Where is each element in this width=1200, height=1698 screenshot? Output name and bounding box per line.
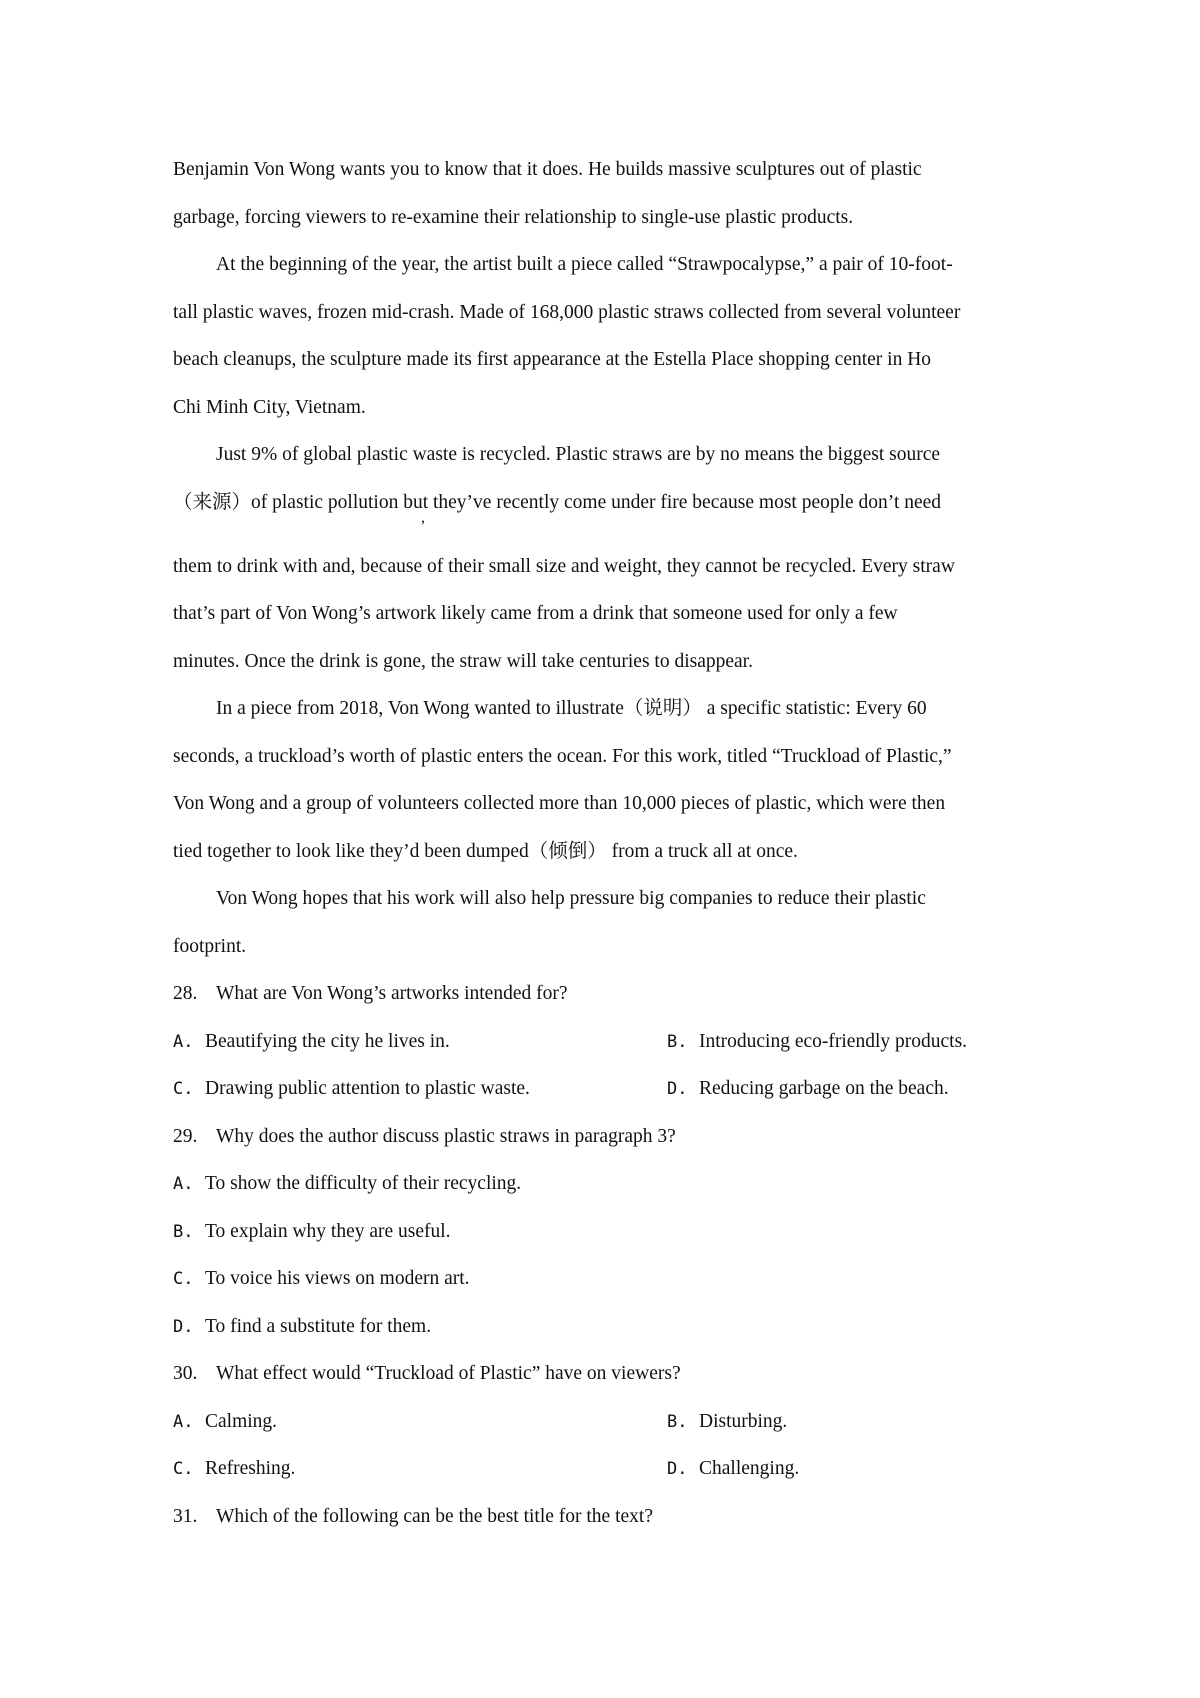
passage-line: At the beginning of the year, the artist built a piece called “Strawpocalypse,” a pair of 10-foot-: [216, 254, 953, 275]
option-b[interactable]: [173, 1219, 451, 1245]
question-number: 29.: [173, 1126, 198, 1147]
option-b[interactable]: [667, 1029, 967, 1055]
passage-line: Just 9% of global plastic waste is recycled. Plastic straws are by no means the biggest source: [216, 444, 941, 465]
option-text: Drawing public attention to plastic waste.: [205, 1078, 530, 1099]
option-text: Disturbing.: [699, 1411, 788, 1432]
option-letter: C.: [173, 1459, 194, 1479]
option-letter: C.: [173, 1079, 194, 1099]
question-text: Which of the following can be the best title for the text?: [216, 1506, 653, 1527]
option-a[interactable]: [173, 1029, 450, 1055]
question-number: 31.: [173, 1506, 198, 1527]
option-a[interactable]: [173, 1171, 521, 1197]
passage-line: Chi Minh City, Vietnam.: [173, 397, 366, 418]
option-letter: B.: [667, 1412, 688, 1432]
passage-line: footprint.: [173, 936, 247, 957]
stray-comma: ,: [421, 509, 425, 526]
option-text: Refreshing.: [205, 1458, 296, 1479]
question-stem: [173, 981, 568, 1007]
option-text: Calming.: [205, 1411, 278, 1432]
passage-line: seconds, a truckload’s worth of plastic enters the ocean. For this work, titled “Truckload of Plastic,”: [173, 746, 952, 767]
question-number: 28.: [173, 983, 198, 1004]
passage-line: （来源）of plastic pollution but they’ve recently come under fire because most people don’t need: [173, 492, 942, 513]
passage-line: Von Wong and a group of volunteers collected more than 10,000 pieces of plastic, which were then: [173, 793, 946, 814]
passage-line: Von Wong hopes that his work will also help pressure big companies to reduce their plastic: [216, 888, 926, 909]
option-text: To find a substitute for them.: [205, 1316, 432, 1337]
option-text: Reducing garbage on the beach.: [699, 1078, 949, 1099]
question-text: What are Von Wong’s artworks intended for?: [216, 983, 568, 1004]
question-stem: [173, 1504, 653, 1530]
option-a[interactable]: [173, 1409, 277, 1435]
option-d[interactable]: [667, 1456, 799, 1482]
passage-line: beach cleanups, the sculpture made its first appearance at the Estella Place shopping center in Ho: [173, 349, 932, 370]
option-b[interactable]: [667, 1409, 787, 1435]
question-stem: [173, 1124, 676, 1150]
question-stem: [173, 1361, 681, 1387]
option-c[interactable]: [173, 1076, 530, 1102]
option-letter: B.: [667, 1032, 688, 1052]
option-letter: A.: [173, 1032, 194, 1052]
option-letter: B.: [173, 1222, 194, 1242]
option-letter: D.: [667, 1459, 688, 1479]
option-letter: D.: [173, 1317, 194, 1337]
option-text: To voice his views on modern art.: [205, 1268, 470, 1289]
option-text: Introducing eco-friendly products.: [699, 1031, 968, 1052]
passage-line: tall plastic waves, frozen mid-crash. Made of 168,000 plastic straws collected from several volunteer: [173, 302, 961, 323]
passage-line: In a piece from 2018, Von Wong wanted to illustrate（说明） a specific statistic: Every 60: [216, 698, 927, 719]
question-text: Why does the author discuss plastic straws in paragraph 3?: [216, 1126, 676, 1147]
option-d[interactable]: [667, 1076, 949, 1102]
option-letter: A.: [173, 1174, 194, 1194]
passage-line: Benjamin Von Wong wants you to know that it does. He builds massive sculptures out of plastic: [173, 159, 922, 180]
option-text: Beautifying the city he lives in.: [205, 1031, 450, 1052]
option-letter: A.: [173, 1412, 194, 1432]
option-c[interactable]: [173, 1456, 295, 1482]
option-text: To explain why they are useful.: [205, 1221, 451, 1242]
passage-line: garbage, forcing viewers to re-examine their relationship to single-use plastic products.: [173, 207, 854, 228]
option-d[interactable]: [173, 1314, 431, 1340]
passage-line: tied together to look like they’d been dumped（倾倒） from a truck all at once.: [173, 841, 798, 862]
question-text: What effect would “Truckload of Plastic” have on viewers?: [216, 1363, 681, 1384]
option-letter: C.: [173, 1269, 194, 1289]
option-text: To show the difficulty of their recycling.: [205, 1173, 522, 1194]
option-letter: D.: [667, 1079, 688, 1099]
option-c[interactable]: [173, 1266, 470, 1292]
passage-line: them to drink with and, because of their small size and weight, they cannot be recycled. Every straw: [173, 556, 955, 577]
option-text: Challenging.: [699, 1458, 800, 1479]
passage-line: minutes. Once the drink is gone, the straw will take centuries to disappear.: [173, 651, 753, 672]
passage-line: that’s part of Von Wong’s artwork likely came from a drink that someone used for only a few: [173, 603, 898, 624]
question-number: 30.: [173, 1363, 198, 1384]
